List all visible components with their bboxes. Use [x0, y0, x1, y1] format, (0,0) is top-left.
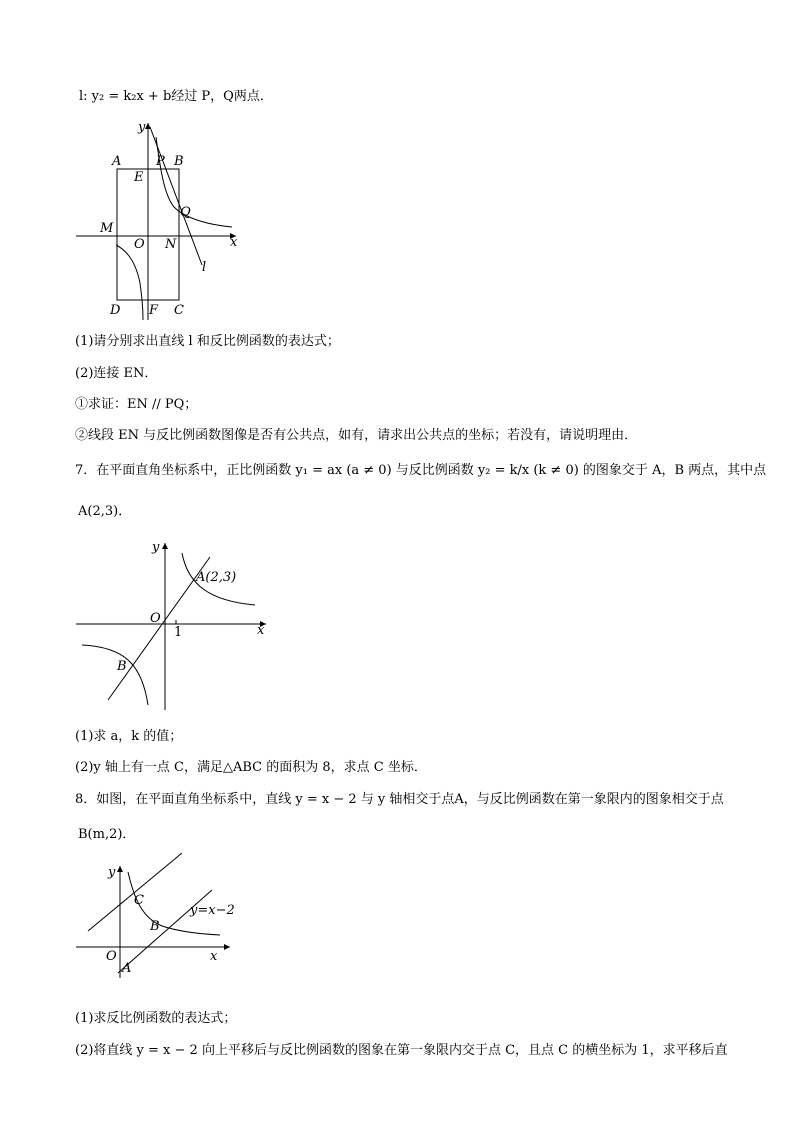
- fig3-line-label: y=x−2: [190, 903, 235, 918]
- fig2-tick-1-label: 1: [174, 625, 183, 640]
- fig2-A-label: A(2,3): [196, 570, 237, 585]
- fig2-y-label: y: [152, 540, 160, 555]
- fig3-A-label: A: [122, 961, 132, 976]
- figure-rectangle-hyperbola: [70, 115, 270, 325]
- fig1-l-label: l: [202, 260, 207, 275]
- q8-text-cont: B(m,2)．: [78, 827, 136, 842]
- fig1-x-label: x: [230, 235, 238, 250]
- fig3-B-label: B: [150, 919, 160, 934]
- fig1-F-label: F: [149, 303, 159, 318]
- fig1-O-label: O: [134, 237, 145, 252]
- q8-part2: (2)将直线 y = x − 2 向上平移后与反比例函数的图象在第一象限内交于点 C，且点 C 的横坐标为 1，求平移后直: [75, 1043, 728, 1058]
- fig1-C-label: C: [174, 303, 184, 318]
- fig2-B-label: B: [117, 659, 127, 674]
- fig3-C-label: C: [134, 893, 144, 908]
- q7-text-cont: A(2,3)．: [78, 504, 132, 519]
- fig1-E-label: E: [134, 170, 144, 185]
- fig1-Q-label: Q: [180, 205, 191, 220]
- fig2-x-label: x: [257, 623, 265, 638]
- q6-part2: (2)连接 EN．: [75, 366, 158, 381]
- fig1-P-label: P: [156, 154, 165, 169]
- fig3-O-label: O: [106, 949, 117, 964]
- q7-part1: (1)求 a，k 的值；: [75, 729, 183, 744]
- fig3-y-label: y: [108, 865, 116, 880]
- q6-part2-2: ②线段 EN 与反比例函数图像是否有公共点，如有，请求出公共点的坐标；若没有，请说明理由．: [75, 428, 638, 443]
- q6-intro-text: l: y₂ = k₂x + b经过 P，Q两点．: [79, 89, 273, 104]
- q8-part1: (1)求反比例函数的表达式；: [75, 1011, 237, 1026]
- figure-proportional-hyperbola: [70, 535, 270, 715]
- fig1-y-label: y: [138, 120, 146, 135]
- q6-part1: (1)请分别求出直线 l 和反比例函数的表达式；: [75, 334, 340, 349]
- fig1-D-label: D: [110, 303, 121, 318]
- fig1-N-label: N: [165, 237, 177, 252]
- q7-part2: (2)y 轴上有一点 C，满足△ABC 的面积为 8，求点 C 坐标．: [75, 760, 427, 775]
- q6-part2-1: ①求证：EN // PQ；: [75, 397, 198, 412]
- q7-text: 7．在平面直角坐标系中，正比例函数 y₁ = ax (a ≠ 0) 与反比例函数 y₂ = k/x (k ≠ 0) 的图象交于 A，B 两点，其中点: [75, 463, 767, 478]
- figure-line-hyperbola: [70, 858, 240, 983]
- fig1-A-label: A: [112, 154, 122, 169]
- q8-text: 8．如图，在平面直角坐标系中，直线 y = x − 2 与 y 轴相交于点A，与反比例函数在第一象限内的图象相交于点: [75, 792, 724, 807]
- fig1-M-label: M: [100, 221, 114, 236]
- fig1-B-label: B: [174, 154, 184, 169]
- fig3-x-label: x: [210, 949, 218, 964]
- fig2-O-label: O: [150, 611, 161, 626]
